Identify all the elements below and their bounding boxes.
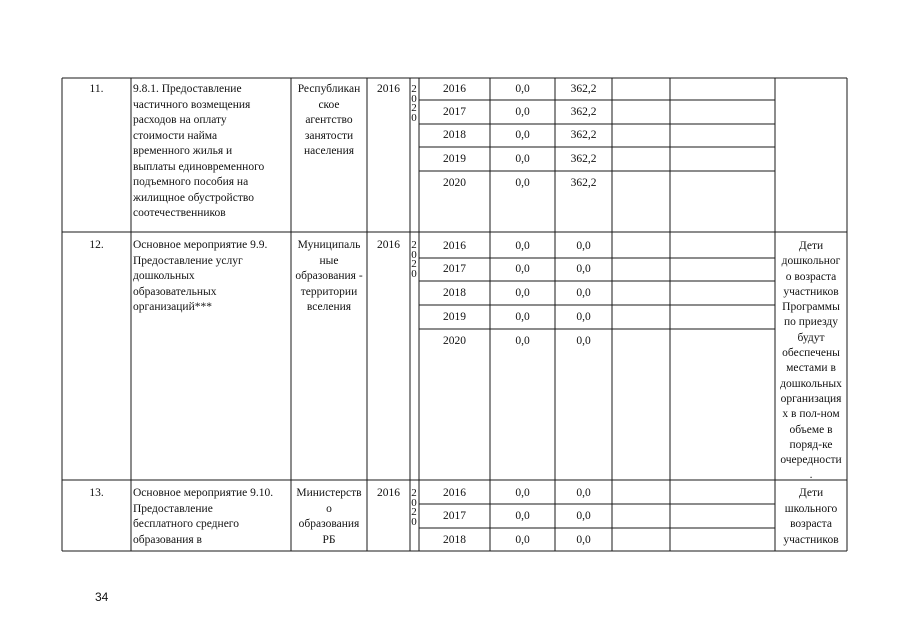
year: 2018 — [443, 534, 466, 546]
value-2: 0,0 — [576, 487, 591, 499]
year: 2017 — [443, 263, 466, 275]
start-year: 2016 — [377, 83, 400, 95]
end-year-vertical: 2 0 2 0 — [411, 85, 417, 123]
end-year-vertical: 2 0 2 0 — [411, 241, 417, 279]
value-1: 0,0 — [515, 83, 530, 95]
value-1: 0,0 — [515, 263, 530, 275]
value-1: 0,0 — [515, 177, 530, 189]
start-year: 2016 — [377, 487, 400, 499]
year: 2016 — [443, 487, 466, 499]
row-number: 11. — [89, 83, 104, 95]
year: 2018 — [443, 287, 466, 299]
value-2: 0,0 — [576, 287, 591, 299]
executor: Республикан ское агентство занятости населения — [297, 83, 361, 157]
value-1: 0,0 — [515, 106, 530, 118]
row-number: 13. — [89, 487, 104, 499]
value-2: 362,2 — [570, 177, 597, 189]
end-year-vertical: 2 0 2 0 — [411, 489, 417, 527]
value-2: 0,0 — [576, 335, 591, 347]
row-number: 12. — [89, 239, 104, 251]
year: 2019 — [443, 311, 466, 323]
value-2: 362,2 — [570, 153, 597, 165]
year: 2020 — [443, 335, 466, 347]
year: 2018 — [443, 129, 466, 141]
measure-name: 9.8.1. Предоставление частичного возмещения расходов на оплату стоимости найма временного жилья и выплаты единовременного подъемного пособия на жилищное обустройство соотечественников — [133, 83, 265, 219]
value-2: 0,0 — [576, 263, 591, 275]
value-2: 0,0 — [576, 510, 591, 522]
value-1: 0,0 — [515, 534, 530, 546]
value-1: 0,0 — [515, 129, 530, 141]
year: 2019 — [443, 153, 466, 165]
value-2: 0,0 — [576, 311, 591, 323]
value-1: 0,0 — [515, 287, 530, 299]
year: 2016 — [443, 240, 466, 252]
year: 2020 — [443, 177, 466, 189]
value-1: 0,0 — [515, 153, 530, 165]
page-number: 34 — [95, 590, 109, 604]
executor: Муниципаль ные образования - территории вселения — [295, 239, 363, 313]
value-1: 0,0 — [515, 510, 530, 522]
value-2: 0,0 — [576, 534, 591, 546]
value-2: 0,0 — [576, 240, 591, 252]
value-1: 0,0 — [515, 487, 530, 499]
expected-result: Дети школьного возраста участников — [783, 487, 839, 546]
value-1: 0,0 — [515, 240, 530, 252]
value-1: 0,0 — [515, 335, 530, 347]
executor: Министерств о образования РБ — [296, 487, 362, 546]
start-year: 2016 — [377, 239, 400, 251]
measure-name: Основное мероприятие 9.9. Предоставление услуг дошкольных образовательных организаций*** — [133, 239, 268, 313]
value-1: 0,0 — [515, 311, 530, 323]
measure-name: Основное мероприятие 9.10. Предоставление бесплатного среднего образования в — [133, 487, 274, 546]
value-2: 362,2 — [570, 129, 597, 141]
value-2: 362,2 — [570, 106, 597, 118]
year: 2016 — [443, 83, 466, 95]
value-2: 362,2 — [570, 83, 597, 95]
year: 2017 — [443, 510, 466, 522]
expected-result: Дети дошкольног о возраста участников Программы по приезду будут обеспечены местами в дошкольных организация х в пол-ном объеме в поряд-ке очередности . — [780, 240, 842, 482]
year: 2017 — [443, 106, 466, 118]
